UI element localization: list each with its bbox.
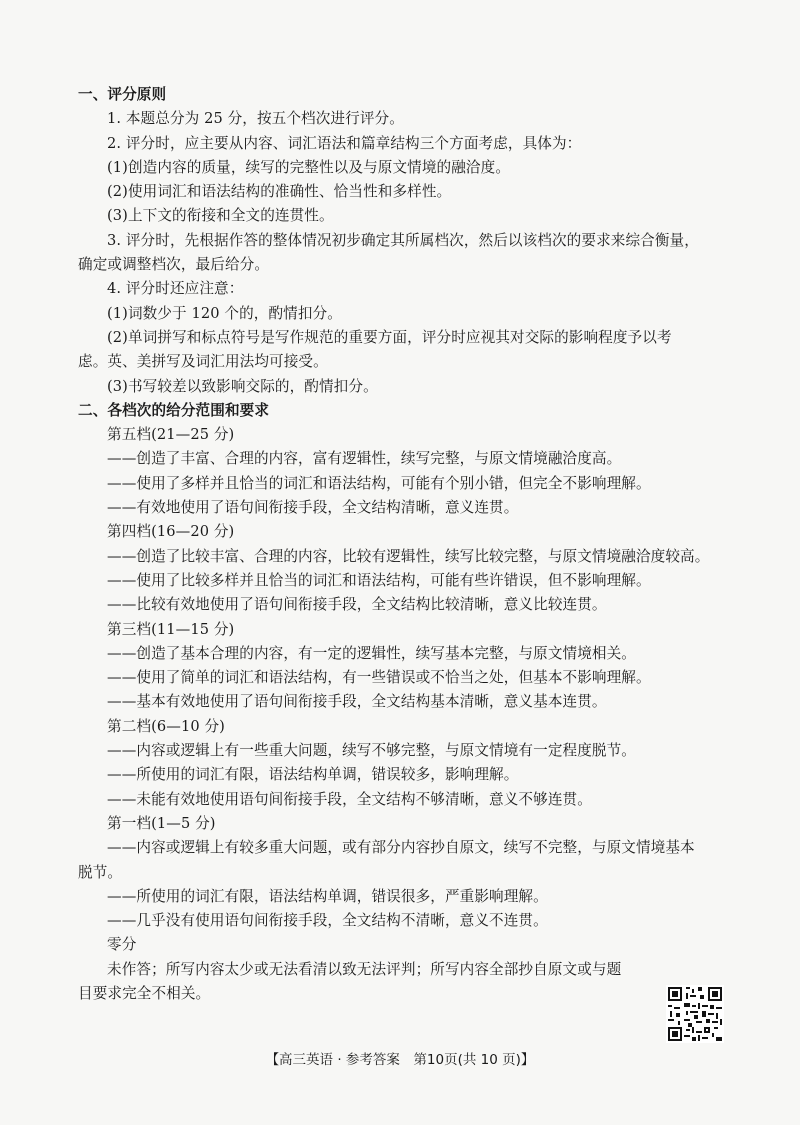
text-line: ——内容或逻辑上有一些重大问题，续写不够完整，与原文情境有一定程度脱节。 [107,742,636,760]
text-line: ——所使用的词汇有限，语法结构单调，错误很多，严重影响理解。 [107,887,548,905]
text-line: 确定或调整档次，最后给分。 [78,256,270,274]
text-line: 脱节。 [78,863,123,881]
text-line: ——有效地使用了语句间衔接手段，全文结构清晰，意义连贯。 [107,499,519,517]
text-line: 虑。英、美拼写及词汇用法均可接受。 [78,353,328,371]
text-line: 1. 本题总分为 25 分，按五个档次进行评分。 [107,110,404,128]
text-line: ——内容或逻辑上有较多重大问题，或有部分内容抄自原文，续写不完整，与原文情境基本 [107,839,695,857]
text-line: ——创造了比较丰富、合理的内容，比较有逻辑性，续写比较完整，与原文情境融洽度较高。 [107,547,710,565]
qr-code-icon [666,985,724,1043]
document-body [78,83,728,1006]
text-line: 未作答；所写内容太少或无法看清以致无法评判；所写内容全部抄自原文或与题 [107,960,622,978]
text-line: (3)上下文的衔接和全文的连贯性。 [107,207,334,225]
text-line: (2)单词拼写和标点符号是写作规范的重要方面，评分时应视其对交际的影响程度予以考 [107,328,672,346]
grade-title: 第一档(1—5 分) [107,814,216,832]
section-heading-2: 二、各档次的给分范围和要求 [78,401,270,419]
grade-title: 第三档(11—15 分) [107,620,235,638]
grade-title: 第二档(6—10 分) [107,717,225,735]
text-line: ——所使用的词汇有限，语法结构单调，错误较多，影响理解。 [107,766,519,784]
text-line: ——几乎没有使用语句间衔接手段，全文结构不清晰，意义不连贯。 [107,912,548,930]
text-line: ——比较有效地使用了语句间衔接手段，全文结构比较清晰，意义比较连贯。 [107,596,607,614]
text-line: (1)词数少于 120 个的，酌情扣分。 [107,304,342,322]
text-line: ——创造了基本合理的内容，有一定的逻辑性，续写基本完整，与原文情境相关。 [107,644,636,662]
section-heading-1: 一、评分原则 [78,86,167,103]
text-line: ——未能有效地使用语句间衔接手段，全文结构不够清晰，意义不够连贯。 [107,790,592,808]
text-line: ——使用了多样并且恰当的词汇和语法结构，可能有个别小错，但完全不影响理解。 [107,474,651,492]
text-line: 目要求完全不相关。 [78,984,211,1002]
grade-title: 零分 [107,936,137,954]
text-line: (1)创造内容的质量，续写的完整性以及与原文情境的融洽度。 [107,158,511,176]
grade-title: 第四档(16—20 分) [107,523,235,541]
text-line: ——使用了简单的词汇和语法结构，有一些错误或不恰当之处，但基本不影响理解。 [107,669,651,687]
text-line: 4. 评分时还应注意： [107,280,244,298]
text-line: (2)使用词汇和语法结构的准确性、恰当性和多样性。 [107,183,452,201]
text-line: 3. 评分时，先根据作答的整体情况初步确定其所属档次，然后以该档次的要求来综合衡量， [107,231,699,249]
text-line: (3)书写较差以致影响交际的，酌情扣分。 [107,377,378,395]
text-line: ——创造了丰富、合理的内容，富有逻辑性，续写完整，与原文情境融洽度高。 [107,450,622,468]
text-line: ——使用了比较多样并且恰当的词汇和语法结构，可能有些许错误，但不影响理解。 [107,571,651,589]
text-line: ——基本有效地使用了语句间衔接手段，全文结构基本清晰，意义基本连贯。 [107,693,607,711]
grade-title: 第五档(21—25 分) [107,426,235,444]
page-footer: 【高三英语 · 参考答案 第10页(共 10 页)】 [265,1052,535,1068]
text-line: 2. 评分时，应主要从内容、词汇语法和篇章结构三个方面考虑，具体为： [107,134,582,152]
